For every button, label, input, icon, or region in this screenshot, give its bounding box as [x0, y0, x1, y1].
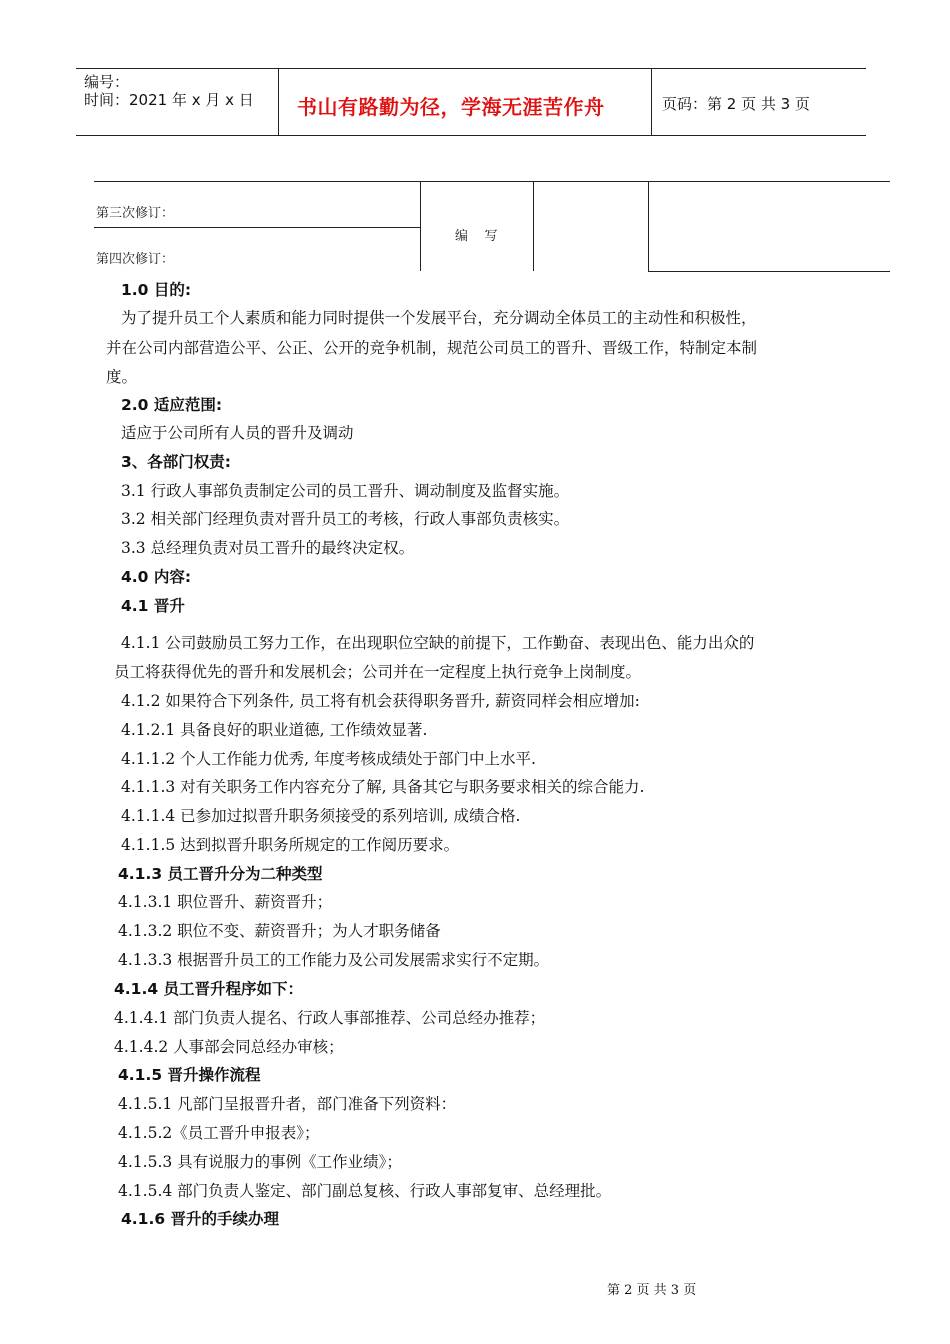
rev-col-3 — [648, 181, 649, 271]
paragraph-line: 4.1.1.3 对有关职务工作内容充分了解, 具备其它与职务要求相关的综合能力. — [121, 778, 645, 796]
page-code: 页码：第 2 页 共 3 页 — [662, 95, 810, 113]
section-4-1-5-title: 4.1.5 晋升操作流程 — [118, 1066, 261, 1084]
paragraph-line: 度。 — [106, 368, 138, 386]
third-revision-label: 第三次修订： — [96, 206, 175, 221]
doc-date: 时间：2021 年 x 月 x 日 — [84, 91, 254, 109]
paragraph-line: 4.1.5.3 具有说服力的事例《工作业绩》； — [118, 1153, 402, 1171]
section-2-title: 2.0 适应范围: — [121, 396, 223, 414]
paragraph-line: 3.2 相关部门经理负责对晋升员工的考核，行政人事部负责核实。 — [121, 510, 570, 528]
section-4-1-3-title: 4.1.3 员工晋升分为二种类型 — [118, 865, 323, 883]
paragraph-line: 4.1.2.1 具备良好的职业道德, 工作绩效显著. — [121, 721, 428, 739]
header-bottom-rule — [76, 135, 866, 136]
rev-bottom-rule — [648, 271, 890, 272]
paragraph-line: 4.1.3.3 根据晋升员工的工作能力及公司发展需求实行不定期。 — [118, 951, 550, 969]
section-4-1-title: 4.1 晋升 — [121, 597, 185, 615]
paragraph-line: 4.1.5.2《员工晋升申报表》； — [118, 1124, 320, 1142]
section-4-1-6-title: 4.1.6 晋升的手续办理 — [121, 1210, 280, 1228]
paragraph-line: 并在公司内部营造公平、公正、公开的竞争机制，规范公司员工的晋升、晋级工作，特制定本制 — [106, 339, 758, 357]
section-1-title: 1.0 目的: — [121, 281, 192, 299]
page-footer: 第 2 页 共 3 页 — [607, 1283, 697, 1298]
paragraph-line: 为了提升员工个人素质和能力同时提供一个发展平台，充分调动全体员工的主动性和积极性， — [121, 309, 757, 327]
doc-number-label: 编号： — [84, 73, 130, 91]
section-3-title: 3、各部门权责: — [121, 453, 231, 471]
rev-col-1 — [420, 181, 421, 271]
header-top-rule — [76, 68, 866, 69]
paragraph-line: 4.1.3.2 职位不变、薪资晋升；为人才职务储备 — [118, 922, 441, 940]
paragraph-line: 4.1.5.1 凡部门呈报晋升者，部门准备下列资料： — [118, 1095, 457, 1113]
section-4-title: 4.0 内容: — [121, 568, 192, 586]
rev-top-rule — [94, 181, 890, 182]
paragraph-line: 4.1.5.4 部门负责人鉴定、部门副总复核、行政人事部复审、总经理批。 — [118, 1182, 612, 1200]
section-4-1-4-title: 4.1.4 员工晋升程序如下： — [114, 980, 304, 998]
paragraph-line: 4.1.3.1 职位晋升、薪资晋升； — [118, 893, 333, 911]
paragraph-line: 员工将获得优先的晋升和发展机会；公司并在一定程度上执行竞争上岗制度。 — [114, 663, 642, 681]
paragraph-line: 4.1.1.5 达到拟晋升职务所规定的工作阅历要求。 — [121, 836, 460, 854]
paragraph-line: 4.1.4.2 人事部会同总经办审核； — [114, 1038, 344, 1056]
fourth-revision-label: 第四次修订： — [96, 252, 175, 267]
header-divider-left — [278, 68, 279, 135]
header-divider-right — [651, 68, 652, 135]
rev-col-2 — [533, 181, 534, 271]
paragraph-line: 4.1.1 公司鼓励员工努力工作，在出现职位空缺的前提下，工作勤奋、表现出色、能力出众的 — [121, 634, 755, 652]
paragraph-line: 4.1.1.2 个人工作能力优秀, 年度考核成绩处于部门中上水平. — [121, 750, 536, 768]
paragraph-line: 4.1.1.4 已参加过拟晋升职务须接受的系列培训, 成绩合格. — [121, 807, 521, 825]
writer-label: 编 写 — [455, 229, 498, 244]
paragraph-line: 适应于公司所有人员的晋升及调动 — [121, 424, 354, 442]
paragraph-line: 3.1 行政人事部负责制定公司的员工晋升、调动制度及监督实施。 — [121, 482, 570, 500]
paragraph-line: 4.1.4.1 部门负责人提名、行政人事部推荐、公司总经办推荐； — [114, 1009, 546, 1027]
motto: 书山有路勤为径，学海无涯苦作舟 — [297, 95, 605, 119]
paragraph-line: 4.1.2 如果符合下列条件, 员工将有机会获得职务晋升, 薪资同样会相应增加: — [121, 692, 640, 710]
paragraph-line: 3.3 总经理负责对员工晋升的最终决定权。 — [121, 539, 415, 557]
rev-middle-rule — [94, 227, 420, 228]
